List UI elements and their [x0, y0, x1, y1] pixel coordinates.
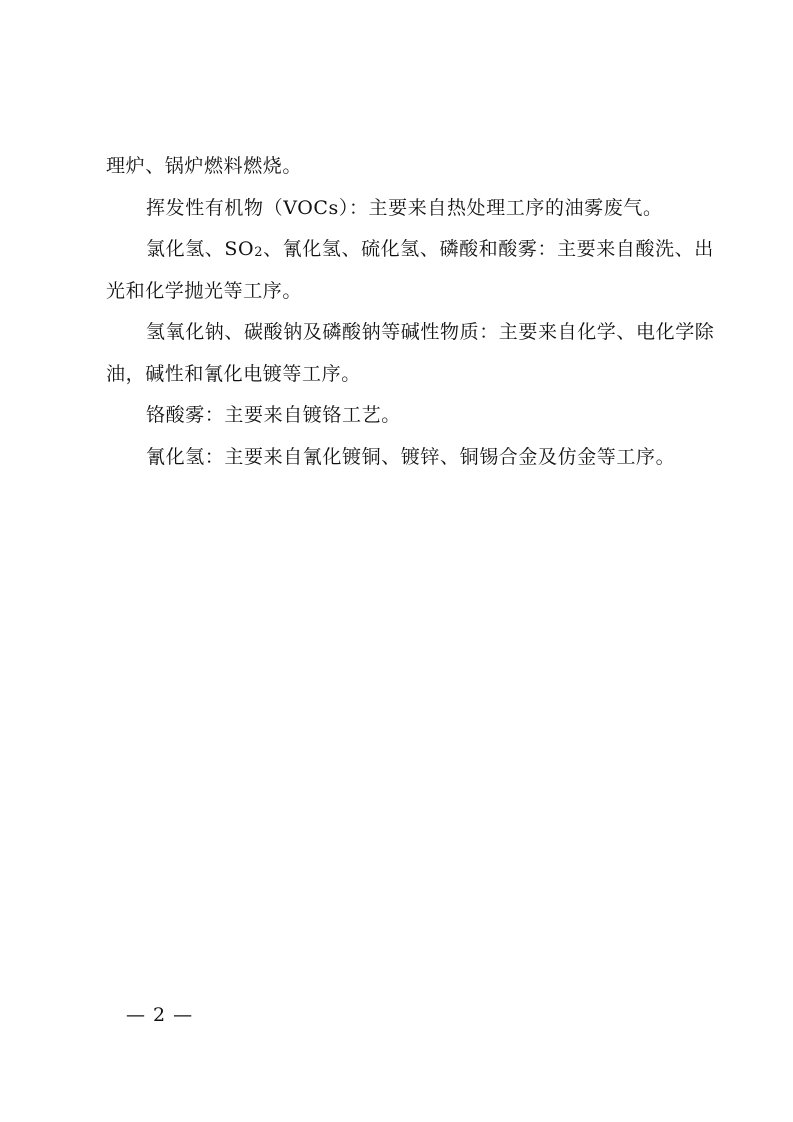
- paragraph-alkaline-continued: 油，碱性和氰化电镀等工序。: [106, 362, 361, 385]
- paragraph-acid-gases: [106, 229, 714, 271]
- page-number: — 2 —: [126, 1004, 194, 1026]
- so2-subscript: 2: [254, 245, 264, 260]
- paragraph-vocs: 挥发性有机物（VOCs）：主要来自热处理工序的油雾废气。: [146, 196, 663, 219]
- body-text: [106, 146, 715, 478]
- paragraph-hydrogen-cyanide: 氰化氢：主要来自氰化镀铜、镀锌、铜锡合金及仿金等工序。: [146, 445, 676, 468]
- acid-gases-part-1: 氯化氢、SO: [146, 238, 255, 260]
- paragraph-chromic-mist: 铬酸雾：主要来自镀铬工艺。: [146, 404, 401, 426]
- paragraph-alkaline: 氢氧化钠、碳酸钠及磷酸钠等碱性物质：主要来自化学、电化学除: [146, 321, 715, 343]
- paragraph-acid-gases-continued: 光和化学抛光等工序。: [106, 279, 303, 302]
- paragraph-line-1: 理炉、锅炉燃料燃烧。: [106, 155, 303, 177]
- acid-gases-part-2: 、氰化氢、硫化氢、磷酸和酸雾：主要来自酸洗、出: [263, 238, 714, 260]
